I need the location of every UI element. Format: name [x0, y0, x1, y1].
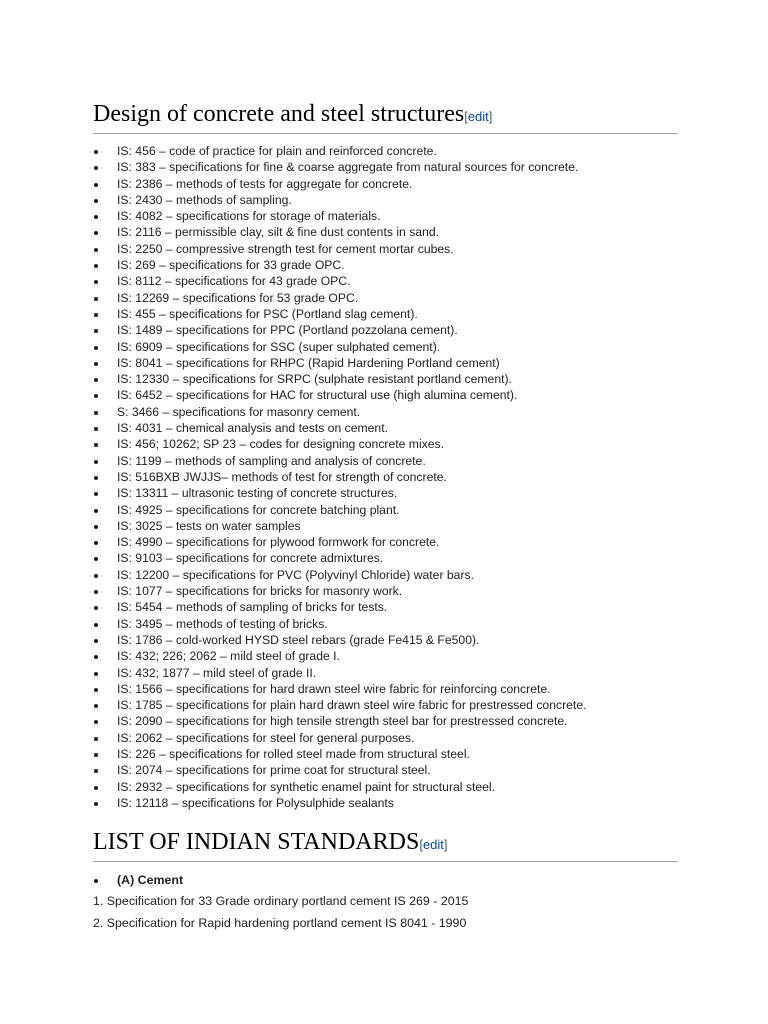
list-item: IS: 456 – code of practice for plain and reinforced concrete. — [93, 143, 693, 159]
list-item: IS: 383 – specifications for fine & coarse aggregate from natural sources for concrete. — [93, 159, 693, 175]
list-item: IS: 12200 – specifications for PVC (Polyvinyl Chloride) water bars. — [93, 567, 693, 583]
list-item: IS: 2250 – compressive strength test for cement mortar cubes. — [93, 241, 693, 257]
section-heading-indian-standards — [93, 828, 678, 862]
list-item: IS: 9103 – specifications for concrete admixtures. — [93, 550, 693, 566]
numbered-item-1: 1. Specification for 33 Grade ordinary portland cement IS 269 - 2015 — [93, 894, 469, 908]
list-item: IS: 1077 – specifications for bricks for masonry work. — [93, 583, 693, 599]
list-item: IS: 6909 – specifications for SSC (super sulphated cement). — [93, 339, 693, 355]
edit-bracket-open: [ — [419, 837, 423, 852]
list-item: IS: 2932 – specifications for synthetic enamel paint for structural steel. — [93, 779, 693, 795]
list-item: IS: 8112 – specifications for 43 grade OPC. — [93, 273, 693, 289]
section-title: LIST OF INDIAN STANDARDS — [93, 829, 420, 855]
list-item: IS: 456; 10262; SP 23 – codes for designing concrete mixes. — [93, 436, 693, 452]
list-item: IS: 2074 – specifications for prime coat for structural steel. — [93, 762, 693, 778]
list-item: IS: 269 – specifications for 33 grade OPC. — [93, 257, 693, 273]
edit-bracket-open: [ — [464, 109, 468, 124]
section-title: Design of concrete and steel structures — [93, 101, 465, 127]
list-item: IS: 516BXB JWJJS– methods of test for strength of concrete. — [93, 469, 693, 485]
numbered-item-2: 2. Specification for Rapid hardening portland cement IS 8041 - 1990 — [93, 916, 467, 930]
list-item: IS: 1566 – specifications for hard drawn steel wire fabric for reinforcing concrete. — [93, 681, 693, 697]
section-heading-design — [93, 100, 678, 134]
list-item: IS: 4990 – specifications for plywood formwork for concrete. — [93, 534, 693, 550]
edit-link-label[interactable]: edit — [467, 109, 489, 124]
list-item: IS: 2430 – methods of sampling. — [93, 192, 693, 208]
list-item: IS: 432; 226; 2062 – mild steel of grade I. — [93, 648, 693, 664]
list-item: IS: 13311 – ultrasonic testing of concrete structures. — [93, 485, 693, 501]
standards-list — [93, 143, 693, 811]
list-item: IS: 1785 – specifications for plain hard drawn steel wire fabric for prestressed concrete. — [93, 697, 693, 713]
list-item: IS: 432; 1877 – mild steel of grade II. — [93, 665, 693, 681]
edit-section-link[interactable] — [464, 109, 492, 124]
edit-link-label[interactable]: edit — [422, 837, 444, 852]
list-item: IS: 2116 – permissible clay, silt & fine dust contents in sand. — [93, 224, 693, 240]
list-item: IS: 12118 – specifications for Polysulphide sealants — [93, 795, 693, 811]
list-item: IS: 3025 – tests on water samples — [93, 518, 693, 534]
list-item: IS: 1786 – cold-worked HYSD steel rebars (grade Fe415 & Fe500). — [93, 632, 693, 648]
list-item: IS: 8041 – specifications for RHPC (Rapid Hardening Portland cement) — [93, 355, 693, 371]
edit-bracket-close: ] — [488, 109, 493, 124]
edit-bracket-close: ] — [443, 837, 448, 852]
list-item: IS: 4925 – specifications for concrete batching plant. — [93, 502, 693, 518]
list-item: IS: 6452 – specifications for HAC for structural use (high alumina cement). — [93, 387, 693, 403]
list-item: IS: 1199 – methods of sampling and analysis of concrete. — [93, 453, 693, 469]
list-item: IS: 2386 – methods of tests for aggregate for concrete. — [93, 176, 693, 192]
list-item: IS: 4031 – chemical analysis and tests on cement. — [93, 420, 693, 436]
list-item: IS: 4082 – specifications for storage of materials. — [93, 208, 693, 224]
list-item: IS: 2090 – specifications for high tensile strength steel bar for prestressed concrete. — [93, 713, 693, 729]
list-item: IS: 2062 – specifications for steel for general purposes. — [93, 730, 693, 746]
list-item: IS: 12330 – specifications for SRPC (sulphate resistant portland cement). — [93, 371, 693, 387]
list-item: IS: 455 – specifications for PSC (Portland slag cement). — [93, 306, 693, 322]
edit-section-link[interactable] — [419, 837, 447, 852]
list-item: IS: 5454 – methods of sampling of bricks for tests. — [93, 599, 693, 615]
cement-subheading: (A) Cement — [93, 871, 183, 889]
list-item: S: 3466 – specifications for masonry cement. — [93, 404, 693, 420]
list-item: IS: 12269 – specifications for 53 grade OPC. — [93, 290, 693, 306]
list-item: IS: 226 – specifications for rolled steel made from structural steel. — [93, 746, 693, 762]
list-item: IS: 1489 – specifications for PPC (Portland pozzolana cement). — [93, 322, 693, 338]
list-item: IS: 3495 – methods of testing of bricks. — [93, 616, 693, 632]
